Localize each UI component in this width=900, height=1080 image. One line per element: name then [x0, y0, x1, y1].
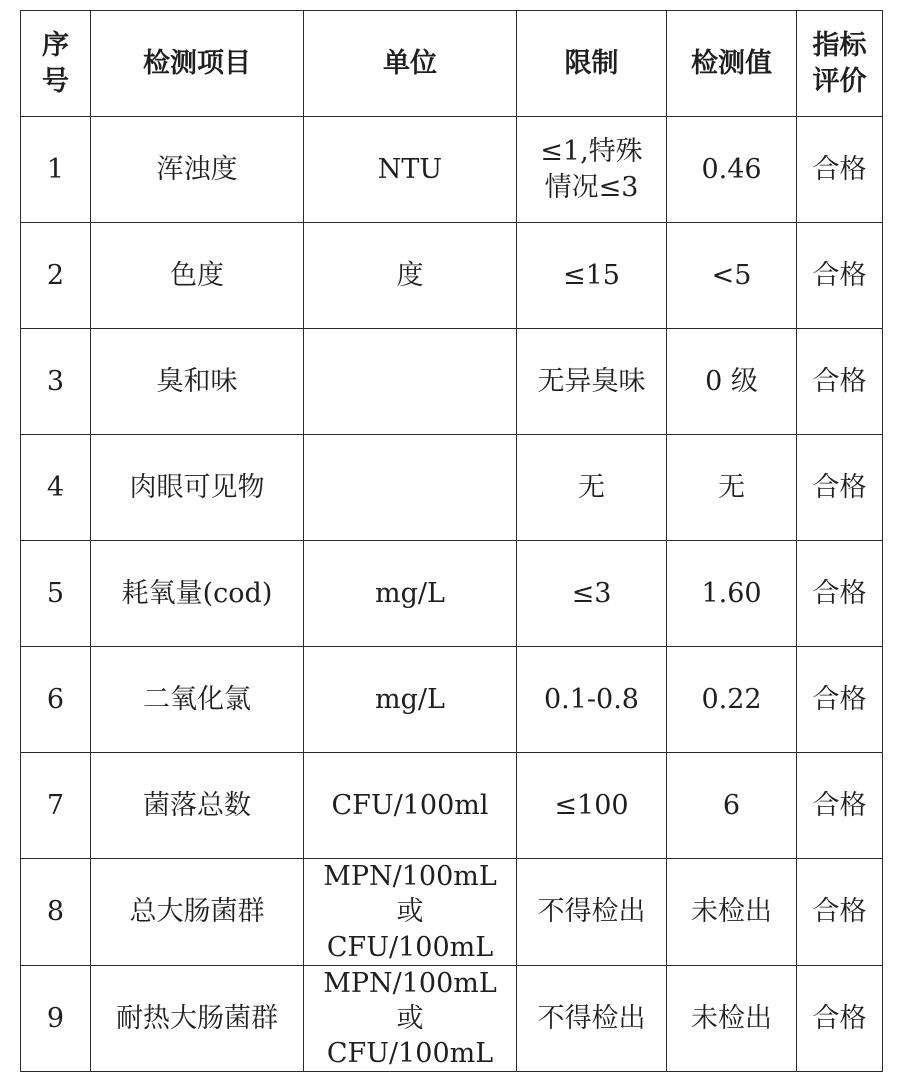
cell-eval: 合格: [797, 223, 883, 329]
cell-value: 无: [667, 435, 797, 541]
table-row: [21, 541, 883, 647]
cell-limit: 无异臭味: [517, 329, 667, 435]
cell-item: 耐热大肠菌群: [91, 965, 304, 1071]
cell-eval: 合格: [797, 965, 883, 1071]
cell-seq: 2: [21, 223, 91, 329]
header-item: 检测项目: [91, 11, 304, 117]
cell-value: 0 级: [667, 329, 797, 435]
cell-seq: 7: [21, 753, 91, 859]
cell-limit: 无: [517, 435, 667, 541]
header-limit: 限制: [517, 11, 667, 117]
cell-limit: ≤15: [517, 223, 667, 329]
header-unit: 单位: [304, 11, 517, 117]
cell-seq: 6: [21, 647, 91, 753]
cell-value: 未检出: [667, 965, 797, 1071]
cell-value: <5: [667, 223, 797, 329]
cell-unit: mg/L: [304, 647, 517, 753]
cell-item: 耗氧量(cod): [91, 541, 304, 647]
cell-seq: 3: [21, 329, 91, 435]
cell-eval: 合格: [797, 329, 883, 435]
cell-seq: 9: [21, 965, 91, 1071]
cell-eval: 合格: [797, 117, 883, 223]
cell-item: 臭和味: [91, 329, 304, 435]
cell-eval: 合格: [797, 435, 883, 541]
header-eval: 指标 评价: [797, 11, 883, 117]
cell-unit: MPN/100mL 或 CFU/100mL: [304, 965, 517, 1071]
cell-value: 1.60: [667, 541, 797, 647]
cell-limit: 不得检出: [517, 965, 667, 1071]
cell-item: 肉眼可见物: [91, 435, 304, 541]
table-row: [21, 753, 883, 859]
cell-item: 色度: [91, 223, 304, 329]
table-row: [21, 329, 883, 435]
cell-value: 6: [667, 753, 797, 859]
cell-unit: MPN/100mL 或 CFU/100mL: [304, 859, 517, 965]
cell-eval: 合格: [797, 541, 883, 647]
table-row: [21, 223, 883, 329]
header-seq: 序 号: [21, 11, 91, 117]
header-value: 检测值: [667, 11, 797, 117]
cell-unit: [304, 435, 517, 541]
cell-seq: 4: [21, 435, 91, 541]
cell-item: 浑浊度: [91, 117, 304, 223]
cell-item: 二氧化氯: [91, 647, 304, 753]
cell-limit: 不得检出: [517, 859, 667, 965]
cell-unit: NTU: [304, 117, 517, 223]
header-row: [21, 11, 883, 117]
cell-seq: 8: [21, 859, 91, 965]
cell-unit: mg/L: [304, 541, 517, 647]
cell-unit: [304, 329, 517, 435]
cell-value: 0.22: [667, 647, 797, 753]
cell-limit: ≤100: [517, 753, 667, 859]
cell-seq: 5: [21, 541, 91, 647]
cell-seq: 1: [21, 117, 91, 223]
table-row: [21, 859, 883, 965]
cell-unit: 度: [304, 223, 517, 329]
cell-item: 菌落总数: [91, 753, 304, 859]
table-row: [21, 965, 883, 1071]
table-row: [21, 435, 883, 541]
cell-eval: 合格: [797, 647, 883, 753]
cell-item: 总大肠菌群: [91, 859, 304, 965]
cell-value: 0.46: [667, 117, 797, 223]
cell-eval: 合格: [797, 753, 883, 859]
cell-eval: 合格: [797, 859, 883, 965]
table-row: [21, 647, 883, 753]
cell-value: 未检出: [667, 859, 797, 965]
water-quality-table: [20, 10, 883, 1072]
cell-limit: 0.1-0.8: [517, 647, 667, 753]
cell-unit: CFU/100ml: [304, 753, 517, 859]
table-row: [21, 117, 883, 223]
cell-limit: ≤1,特殊 情况≤3: [517, 117, 667, 223]
cell-limit: ≤3: [517, 541, 667, 647]
